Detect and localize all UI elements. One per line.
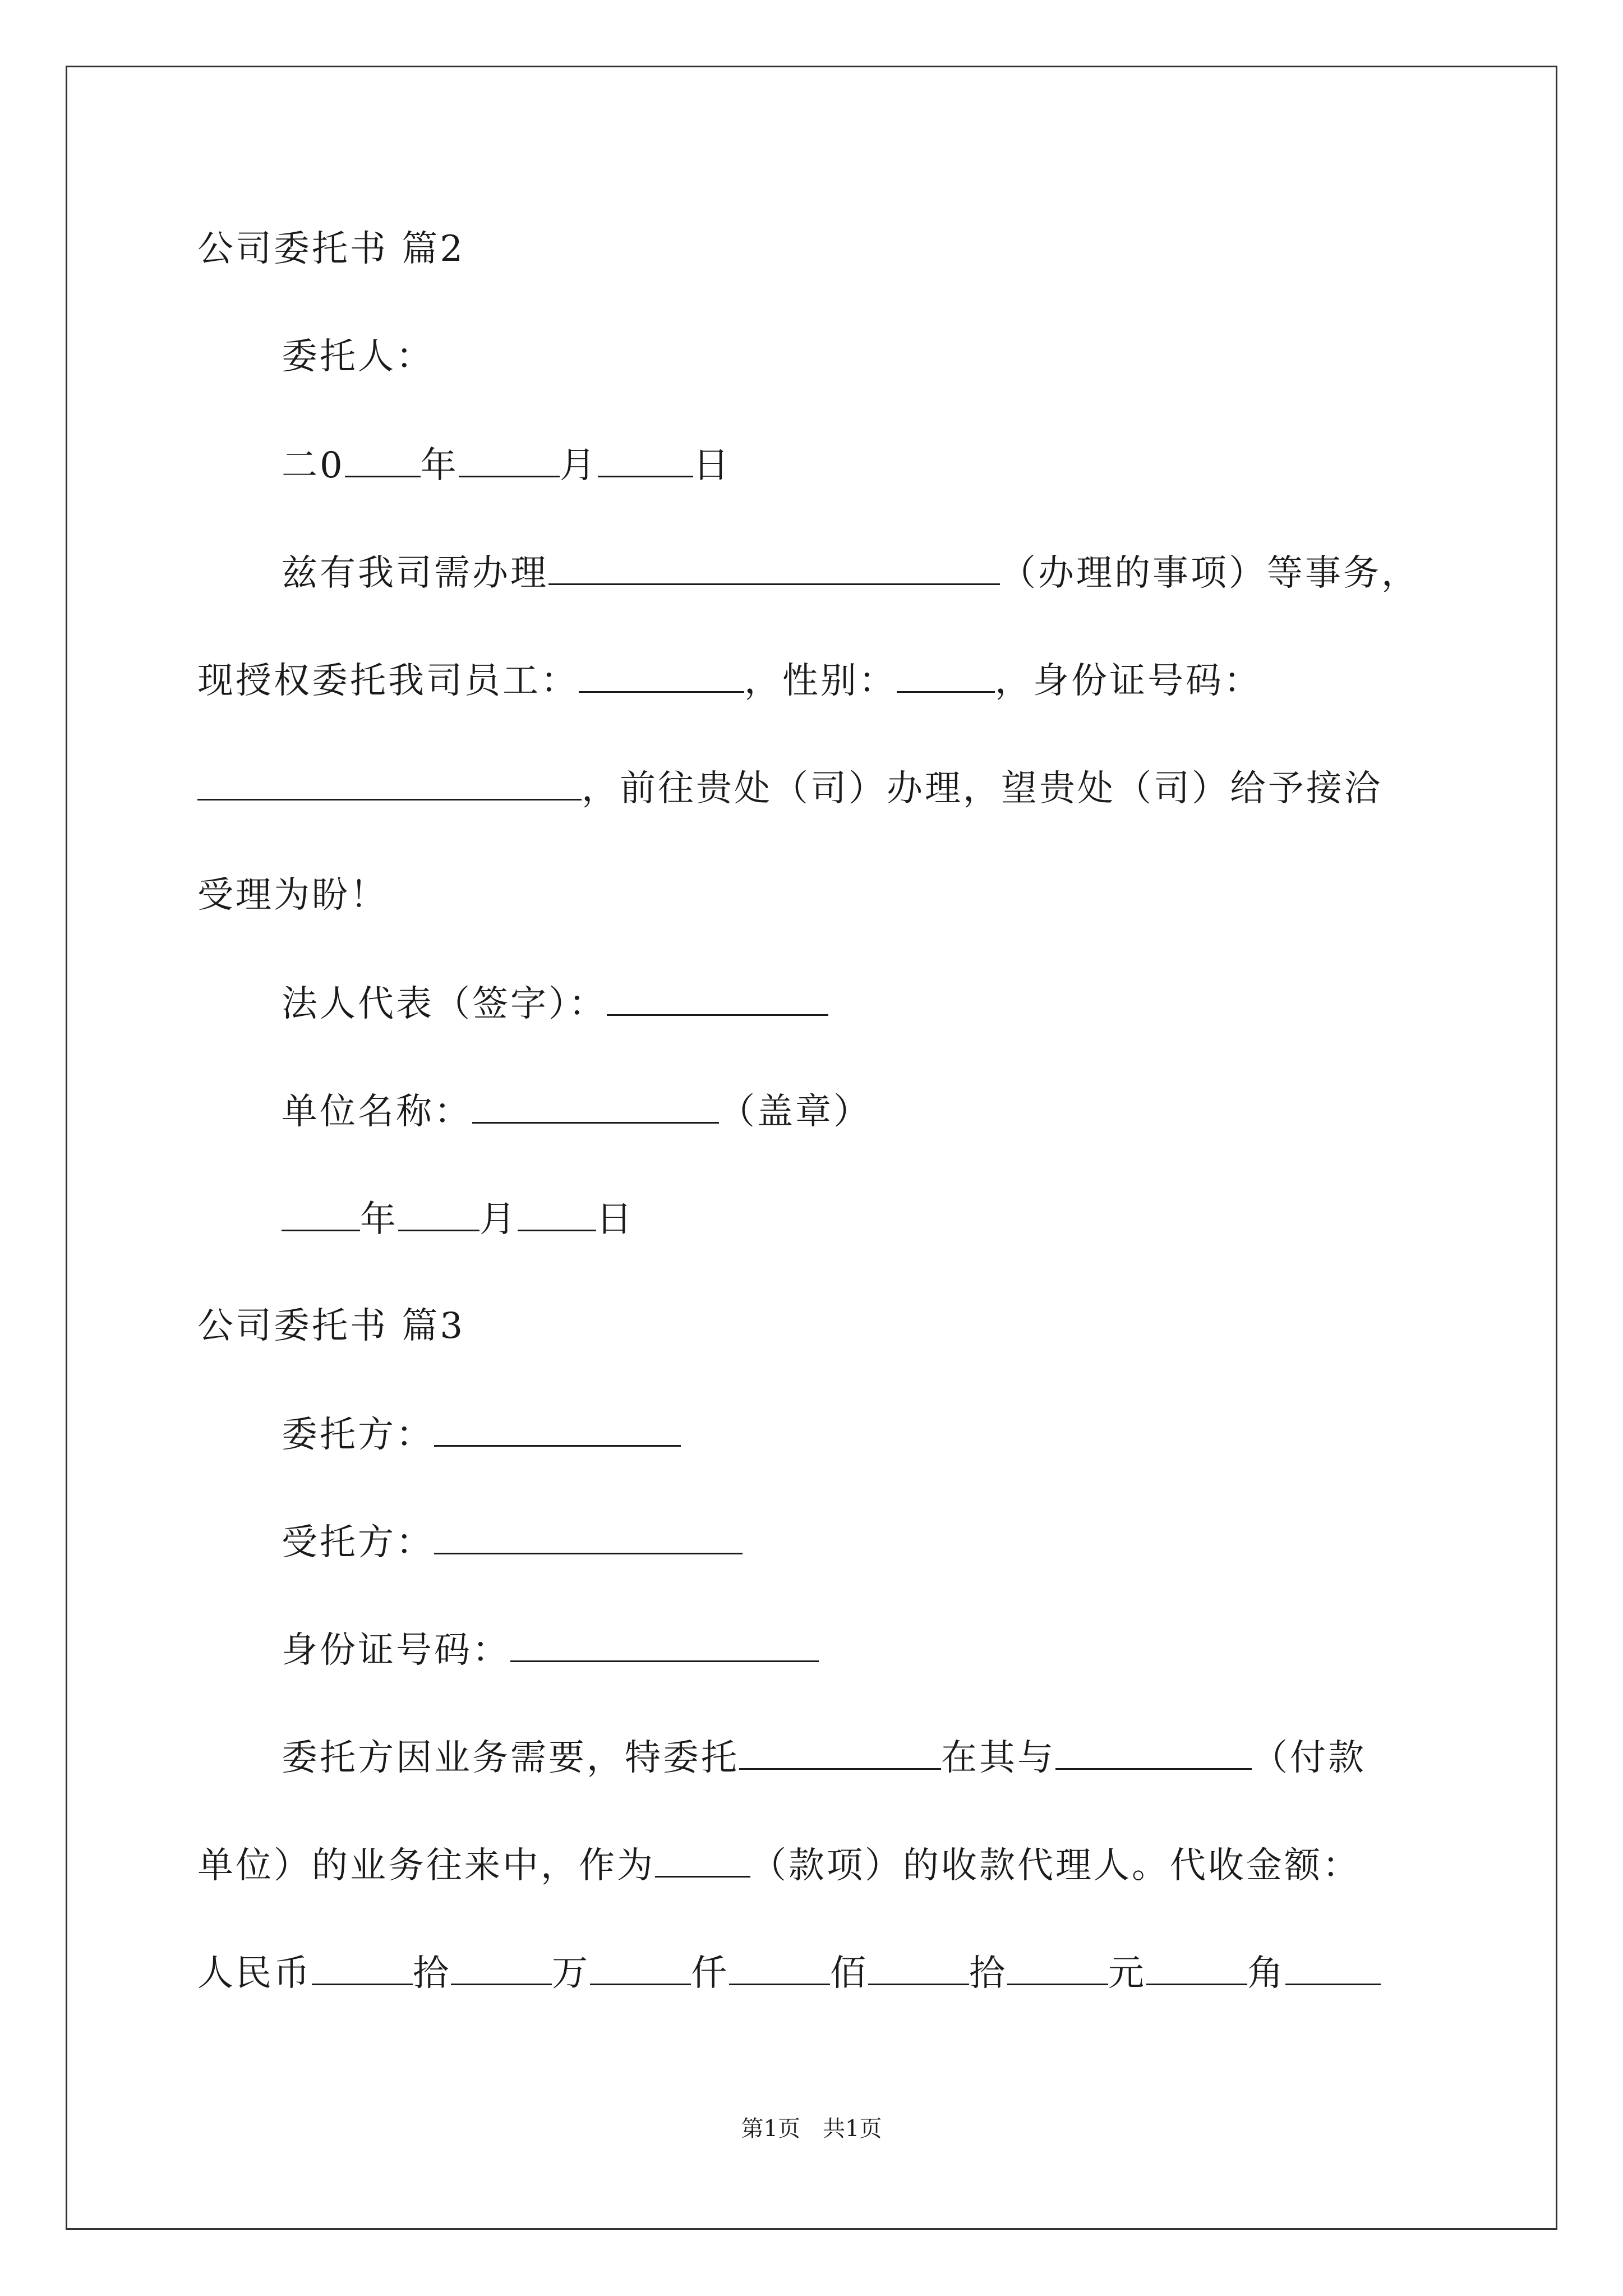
agent-label: 受托方： <box>282 1522 434 1563</box>
day-label: 日 <box>693 445 731 486</box>
section-title-2: 公司委托书 篇2 <box>197 228 465 270</box>
month-blank[interactable] <box>459 447 560 477</box>
unit-label: 角 <box>1247 1953 1285 1994</box>
unit-label: 万 <box>552 1953 590 1994</box>
unit-label: 拾 <box>969 1953 1007 1994</box>
amount-line <box>197 1953 1381 1994</box>
amount-blank[interactable] <box>451 1954 552 1985</box>
amount-blank[interactable] <box>1007 1954 1108 1985</box>
month-label: 月 <box>559 445 598 486</box>
body3-line-1 <box>282 1737 1366 1779</box>
day-blank[interactable] <box>598 447 693 477</box>
year-label: 年 <box>420 445 459 486</box>
employee-name-blank[interactable] <box>579 662 744 693</box>
body-text: 现授权委托我司员工： <box>197 660 579 702</box>
id-number-blank[interactable] <box>197 770 582 800</box>
date-line-2 <box>282 1199 634 1240</box>
amount-blank[interactable] <box>868 1954 969 1985</box>
principal-label: 委托人： <box>282 336 434 378</box>
body-text: 兹有我司需办理 <box>282 553 548 594</box>
body-text: （款项）的收款代理人。代收金额： <box>750 1845 1361 1887</box>
legal-rep-label: 法人代表（签字）： <box>282 983 607 1025</box>
date-line-1 <box>282 447 731 484</box>
day-blank[interactable] <box>518 1200 596 1231</box>
body-text: ，性别： <box>744 660 897 702</box>
body-text: ，前往贵处（司）办理，望贵处（司）给予接洽 <box>582 768 1382 809</box>
currency-label: 人民币 <box>197 1953 312 1994</box>
body-line-3 <box>197 770 1382 807</box>
body-line-4: 受理为盼！ <box>197 875 388 916</box>
month-label: 月 <box>479 1199 518 1240</box>
principal-blank[interactable] <box>434 1416 681 1447</box>
body-text: 单位）的业务往来中，作为 <box>197 1845 655 1887</box>
unit-name-blank[interactable] <box>472 1093 719 1124</box>
amount-blank[interactable] <box>590 1954 691 1985</box>
amount-blank[interactable] <box>729 1954 830 1985</box>
amount-blank[interactable] <box>1285 1954 1381 1985</box>
day-label: 日 <box>596 1199 634 1240</box>
body-text: ，身份证号码： <box>995 660 1262 702</box>
id-label: 身份证号码： <box>282 1630 510 1671</box>
gender-blank[interactable] <box>897 662 995 693</box>
matter-blank[interactable] <box>548 554 1000 585</box>
body-line-2 <box>197 660 1262 702</box>
date-prefix: 二0 <box>282 445 345 486</box>
amount-blank[interactable] <box>1146 1954 1247 1985</box>
signature-blank[interactable] <box>607 985 828 1016</box>
section-title-3: 公司委托书 篇3 <box>197 1305 465 1347</box>
unit-label: 元 <box>1108 1953 1146 1994</box>
body-text: （办理的事项）等事务， <box>1000 553 1419 594</box>
amount-blank[interactable] <box>312 1954 413 1985</box>
unit-label: 佰 <box>830 1953 868 1994</box>
agent-name-blank[interactable] <box>739 1739 941 1770</box>
agent-blank[interactable] <box>434 1524 743 1554</box>
agent-line <box>282 1524 743 1561</box>
page-footer: 第1页 共1页 <box>741 2116 882 2142</box>
seal-label: （盖章） <box>719 1091 872 1133</box>
unit-label: 仟 <box>691 1953 729 1994</box>
year-label: 年 <box>360 1199 398 1240</box>
body-text: 在其与 <box>941 1737 1055 1779</box>
month-blank[interactable] <box>398 1200 479 1231</box>
legal-rep-line <box>282 983 828 1025</box>
body-text: （付款 <box>1252 1737 1366 1779</box>
unit-name-line <box>282 1091 872 1133</box>
year-blank[interactable] <box>345 447 421 477</box>
unit-name-label: 单位名称： <box>282 1091 472 1133</box>
id-blank[interactable] <box>510 1631 819 1662</box>
body-text: 委托方因业务需要，特委托 <box>282 1737 739 1779</box>
year-blank[interactable] <box>282 1200 360 1231</box>
body3-line-2 <box>197 1845 1361 1887</box>
principal-label: 委托方： <box>282 1414 434 1456</box>
body-line-1 <box>282 553 1419 594</box>
id-line <box>282 1630 819 1671</box>
unit-label: 拾 <box>413 1953 451 1994</box>
page-border <box>66 66 1557 2230</box>
payment-item-blank[interactable] <box>655 1847 750 1878</box>
payer-blank[interactable] <box>1055 1739 1252 1770</box>
principal-line <box>282 1414 681 1456</box>
